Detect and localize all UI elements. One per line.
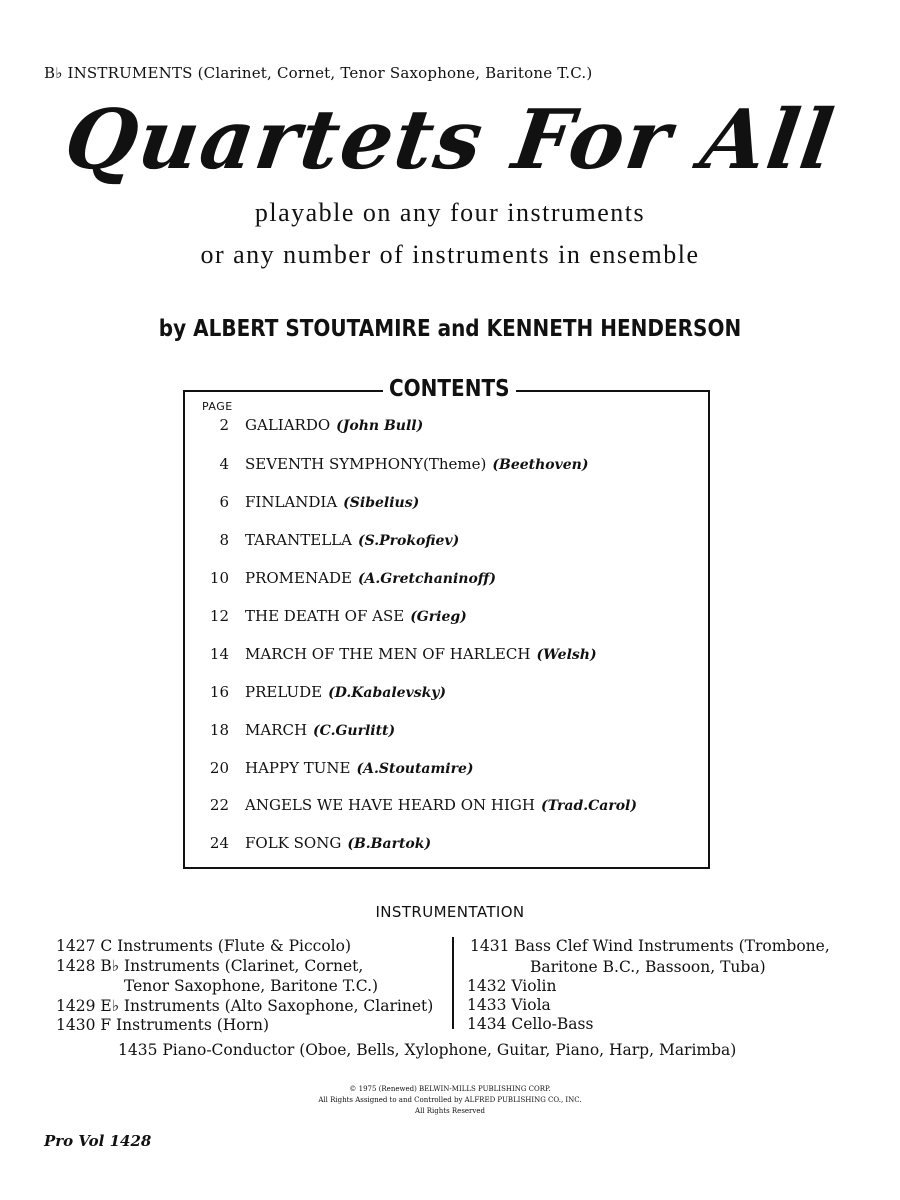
instrumentation-item: 1427 C Instruments (Flute & Piccolo) bbox=[56, 937, 352, 955]
entry-title: GALIARDO bbox=[245, 416, 331, 434]
instrument-line: B♭ INSTRUMENTS (Clarinet, Cornet, Tenor Saxophone, Baritone T.C.) bbox=[44, 64, 593, 82]
entry-title: SEVENTH SYMPHONY(Theme) bbox=[245, 455, 487, 473]
entry-page-number: 18 bbox=[209, 721, 229, 739]
authors-line: by ALBERT STOUTAMIRE and KENNETH HENDERSON bbox=[158, 314, 742, 342]
entry-title: MARCH bbox=[245, 721, 308, 739]
contents-entry bbox=[195, 531, 705, 549]
entry-title: THE DEATH OF ASE bbox=[245, 607, 405, 625]
contents-entry bbox=[195, 796, 705, 814]
entry-composer: (A.Stoutamire) bbox=[356, 761, 474, 777]
instrumentation-item: 1432 Violin bbox=[467, 977, 557, 995]
entry-title: ANGELS WE HAVE HEARD ON HIGH bbox=[245, 796, 535, 814]
entry-page-number: 10 bbox=[209, 569, 229, 587]
entry-page-number: 6 bbox=[219, 493, 229, 511]
book-title: Quartets For All bbox=[59, 92, 841, 188]
subtitle-line-2: or any number of instruments in ensemble bbox=[200, 240, 700, 269]
instrumentation-item: Baritone B.C., Bassoon, Tuba) bbox=[530, 958, 766, 976]
instrumentation-item: 1429 E♭ Instruments (Alto Saxophone, Clarinet) bbox=[56, 997, 434, 1015]
entry-title: TARANTELLA bbox=[245, 531, 352, 549]
entry-page-number: 14 bbox=[209, 645, 229, 663]
contents-heading: CONTENTS bbox=[383, 374, 516, 402]
contents-entry bbox=[195, 569, 705, 587]
contents-entry bbox=[195, 455, 705, 473]
entry-composer: (John Bull) bbox=[336, 418, 424, 434]
entry-title: PRELUDE bbox=[245, 683, 323, 701]
entry-composer: (Grieg) bbox=[410, 609, 467, 625]
entry-composer: (Sibelius) bbox=[343, 495, 420, 511]
copyright-line: All Rights Assigned to and Controlled by ALFRED PUBLISHING CO., INC. bbox=[318, 1096, 582, 1104]
instrumentation-divider bbox=[452, 937, 454, 1029]
contents-entry bbox=[195, 416, 705, 434]
entry-composer: (S.Prokofiev) bbox=[357, 533, 460, 549]
instrumentation-item: 1433 Viola bbox=[467, 996, 551, 1014]
instrumentation-piano-conductor: 1435 Piano-Conductor (Oboe, Bells, Xylophone, Guitar, Piano, Harp, Marimba) bbox=[118, 1041, 737, 1059]
entry-composer: (Beethoven) bbox=[492, 457, 589, 473]
instrumentation-item: 1430 F Instruments (Horn) bbox=[56, 1016, 270, 1034]
instrumentation-item: 1434 Cello-Bass bbox=[467, 1015, 594, 1033]
contents-entry bbox=[195, 683, 705, 701]
copyright-line: © 1975 (Renewed) BELWIN-MILLS PUBLISHING CORP. bbox=[349, 1085, 551, 1093]
entry-composer: (Trad.Carol) bbox=[540, 798, 637, 814]
entry-page-number: 16 bbox=[209, 683, 229, 701]
entry-page-number: 4 bbox=[219, 455, 229, 473]
entry-title: FOLK SONG bbox=[245, 834, 342, 852]
page-column-header: PAGE bbox=[202, 400, 233, 413]
contents-entry bbox=[195, 759, 705, 777]
instrumentation-item: 1431 Bass Clef Wind Instruments (Trombone, bbox=[470, 937, 830, 955]
entry-title: PROMENADE bbox=[245, 569, 352, 587]
entry-page-number: 12 bbox=[209, 607, 229, 625]
entry-page-number: 22 bbox=[209, 796, 229, 814]
entry-page-number: 8 bbox=[219, 531, 229, 549]
entry-composer: (D.Kabalevsky) bbox=[328, 685, 447, 701]
catalog-number: Pro Vol 1428 bbox=[44, 1132, 152, 1150]
entry-page-number: 2 bbox=[219, 416, 229, 434]
entry-title: FINLANDIA bbox=[245, 493, 338, 511]
entry-composer: (A.Gretchaninoff) bbox=[357, 571, 496, 587]
contents-entry bbox=[195, 645, 705, 663]
entry-composer: (Welsh) bbox=[536, 647, 597, 663]
instrumentation-item: 1428 B♭ Instruments (Clarinet, Cornet, bbox=[56, 957, 364, 975]
entry-page-number: 24 bbox=[209, 834, 229, 852]
subtitle-line-1: playable on any four instruments bbox=[254, 198, 646, 227]
contents-entry bbox=[195, 607, 705, 625]
entry-title: HAPPY TUNE bbox=[245, 759, 351, 777]
entry-composer: (C.Gurlitt) bbox=[313, 723, 396, 739]
contents-entry bbox=[195, 493, 705, 511]
entry-composer: (B.Bartok) bbox=[347, 836, 432, 852]
entry-title: MARCH OF THE MEN OF HARLECH bbox=[245, 645, 531, 663]
copyright-line: All Rights Reserved bbox=[415, 1107, 485, 1115]
contents-entry bbox=[195, 834, 705, 852]
entry-page-number: 20 bbox=[209, 759, 229, 777]
contents-entry bbox=[195, 721, 705, 739]
instrumentation-item: Tenor Saxophone, Baritone T.C.) bbox=[124, 977, 379, 995]
instrumentation-heading: INSTRUMENTATION bbox=[375, 903, 525, 921]
